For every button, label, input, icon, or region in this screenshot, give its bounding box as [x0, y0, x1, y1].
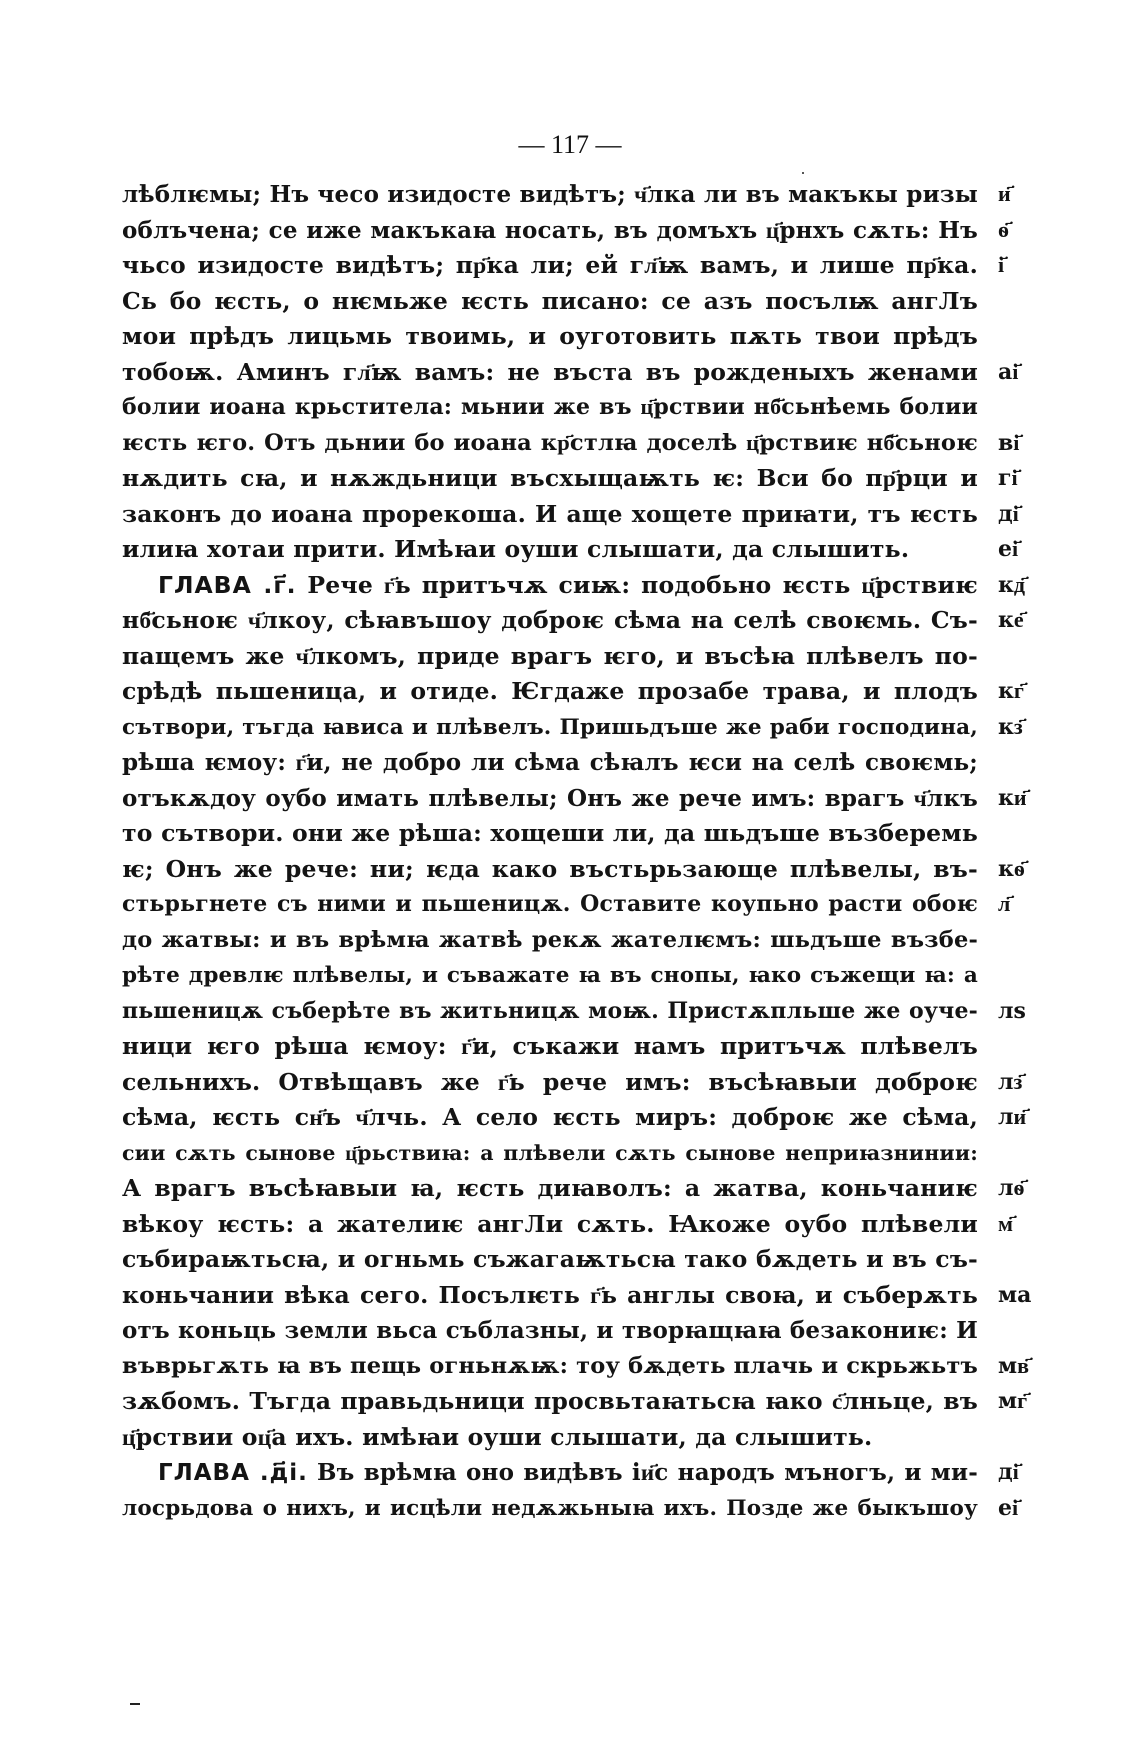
verse-number: кг҃: [998, 678, 1024, 704]
text-line: нб҃сьноѥ ч҃лкоу, сѣꙗвъшоу доброѥ сѣма на селѣ своѥмь. Съ-: [122, 606, 978, 634]
text-line: сии сѫть сынове ц҃рьствиꙗ: а плѣвели сѫть сынове неприꙗзнинии:: [122, 1140, 978, 1165]
text-line: рѣша ѥмоу: г҃и, не добро ли сѣма сѣꙗлъ ѥси на селѣ своѥмь;: [122, 749, 978, 776]
verse-number: [998, 958, 1058, 994]
text-line: пьшеницѫ съберѣте въ житьницѫ моѭ. Пристѫпльше же оуче-: [122, 997, 978, 1024]
verse-number: [998, 1242, 1058, 1278]
text-line: законъ до иоана прорекоша. И аще хощете приꙗти, тъ ѥсть: [122, 499, 978, 528]
verse-number: гі҃: [998, 465, 1018, 491]
verse-number: л҃: [998, 891, 1011, 917]
verse-number: мг҃: [998, 1388, 1028, 1414]
verse-number: ді҃: [998, 1459, 1019, 1485]
text-line: коньчании вѣка сего. Посълѥть г҃ь англы своꙗ, и съберѫть: [122, 1280, 978, 1309]
verse-number: и҃: [998, 181, 1011, 207]
verse-number: еі҃: [998, 536, 1019, 562]
text-line: чьсо изидосте видѣтъ; пр҃ка ли; ей гл҃ѭ вамъ, и лише пр҃ка.: [122, 251, 978, 279]
text-line: ѥсть ѥго. Отъ дьнии бо иоана кр҃стлꙗ доселѣ ц҃рствиѥ нб҃сьноѥ: [122, 429, 978, 456]
text-line: рѣте древлѥ плѣвелы, и съважате ꙗ въ снопы, ꙗко съжещи ꙗ: а: [122, 963, 978, 988]
text-line: отъкѫдоу оубо имать плѣвелы; Онъ же рече имъ: врагъ ч҃лкъ: [122, 784, 978, 812]
verse-number: [998, 1313, 1058, 1349]
verse-number: [998, 319, 1058, 355]
text-line: ѥ; Онъ же рече: ни; ѥда како въстьрьзающе плѣвелы, въ-: [122, 854, 978, 883]
text-line: болии иоана крьститела: мьнии же въ ц҃рствии нб҃сьнѣемь болии: [122, 394, 978, 420]
text-line: илиꙗ хотаи прити. Имѣꙗи оуши слышати, да слышить.: [122, 535, 910, 563]
verse-number: ѳ҃: [998, 216, 1009, 243]
verse-number: ді҃: [998, 500, 1019, 527]
text-line: лосрьдова о нихъ, и исцѣли недѫжьныꙗ ихъ. Позде же быкъшоу: [122, 1495, 978, 1521]
text-line: отъ коньць земли вьса съблазны, и творꙗщꙗꙗ безакониѥ: И: [122, 1317, 978, 1344]
verse-number: м҃: [998, 1210, 1013, 1237]
verse-number-column: [998, 177, 1058, 1526]
verse-number: мв҃: [998, 1352, 1029, 1379]
verse-number: лз҃: [998, 1068, 1023, 1095]
text-line: вѣкоу ѥсть: а жателиѥ ангЛи сѫть. Ꙗкоже оубо плѣвели: [122, 1209, 978, 1238]
text-line: сельнихъ. Отвѣщавъ же г҃ь рече имъ: въсѣꙗвыи доброѥ: [122, 1067, 978, 1096]
verse-number: [998, 816, 1058, 852]
verse-number: [998, 1029, 1058, 1065]
text-line: нѫдить сꙗ, и нѫждьници въсхыщаѭть ѥ: Вси бо пр҃рци и: [122, 464, 978, 492]
text-line: А врагъ въсѣꙗвыи ꙗ, ѥсть диꙗволъ: а жатва, коньчаниѥ: [122, 1174, 978, 1202]
verse-number: ки҃: [998, 784, 1027, 811]
verse-number: аі҃: [998, 358, 1019, 385]
text-line: тобоѭ. Аминъ гл҃ѭ вамъ: не въста въ рожденыхъ женами: [122, 357, 978, 386]
verse-number: кз҃: [998, 713, 1023, 740]
chapter-heading: ГЛАВА .г҃.: [158, 570, 297, 599]
verse-number: еі҃: [998, 1494, 1019, 1521]
verse-number: ма: [998, 1281, 1032, 1308]
verse-number: ке҃: [998, 607, 1024, 633]
text-line: то сътвори. они же рѣша: хощеши ли, да шьдъше възберемь: [122, 819, 978, 847]
verse-number: [998, 639, 1058, 675]
text-line: ГЛАВА .д҃і. Въ врѣмꙗ оно видѣвъ іи҃с народъ мъногъ, и ми-: [158, 1459, 978, 1486]
text-line: зѫбомъ. Тъгда правьдьници просвьтаꙗтьсꙗ ꙗко с҃лньце, въ: [122, 1387, 978, 1415]
verse-number: [998, 284, 1058, 320]
text-line: въврьгѫть ꙗ въ пещь огньнѫѭ: тоу бѫдеть плачь и скрьжьтъ: [122, 1352, 978, 1379]
verse-number: і҃: [998, 252, 1005, 278]
verse-number: [998, 1420, 1058, 1456]
print-mark: [130, 1703, 140, 1705]
text-line: облъчена; се иже макъкаꙗ носать, въ домъхъ ц҃рнхъ сѫть: Нъ: [122, 216, 978, 244]
chapter-heading: ГЛАВА .д҃і.: [158, 1460, 308, 1486]
text-line: Сь бо ѥсть, о нѥмьже ѥсть писано: се азъ посълѭ ангЛъ: [122, 286, 978, 315]
verse-number: лѕ: [998, 997, 1026, 1024]
text-line: мои прѣдъ лицьмь твоимь, и оуготовить пѫть твои прѣдъ: [122, 322, 978, 350]
verse-number: [998, 923, 1058, 959]
verse-number: [998, 390, 1058, 426]
text-line: ц҃рствии оц҃а ихъ. имѣꙗи оуши слышати, да слышить.: [122, 1422, 873, 1451]
verse-number: кѳ҃: [998, 855, 1025, 882]
text-line: ГЛАВА .г҃. Рече г҃ь притъчѫ сиѭ: подобьно ѥсть ц҃рствиѥ: [158, 570, 978, 599]
text-line: срѣдѣ пьшеница, и отиде. Ѥгдаже прозабе трава, и плодъ: [122, 677, 978, 705]
text-line: стьрьгнете съ ними и пьшеницѫ. Оставите коупьно расти обоѥ: [122, 891, 978, 917]
text-line: лѣблѥмы; Нъ чесо изидосте видѣтъ; ч҃лка ли въ макъкы ризы: [122, 181, 978, 208]
verse-number: ві҃: [998, 429, 1020, 456]
verse-number: [998, 745, 1058, 781]
verse-number: кд҃: [998, 571, 1026, 598]
text-line: сѣма, ѥсть сн҃ъ ч҃лчь. А село ѥсть миръ: доброѥ же сѣма,: [122, 1103, 978, 1131]
text-line: пащемъ же ч҃лкомъ, приде врагъ ѥго, и въсѣꙗ плѣвелъ по-: [122, 641, 978, 670]
body-text: [122, 177, 978, 1526]
verse-number: [998, 1136, 1058, 1172]
text-line: до жатвы: и въ врѣмꙗ жатвѣ рекѫ жателѥмъ: шьдъше възбе-: [122, 926, 978, 953]
verse-number: ли҃: [998, 1104, 1027, 1130]
page-number: — 117 —: [518, 130, 622, 159]
text-line: сътвори, тъгда ꙗвиса и плѣвелъ. Пришьдъше же раби господина,: [122, 714, 978, 740]
verse-number: лѳ҃: [998, 1175, 1025, 1201]
text-line: ници ѥго рѣша ѥмоу: г҃и, съкажи намъ притъчѫ плѣвелъ: [122, 1032, 978, 1060]
print-speck: [802, 172, 804, 174]
text-line: събираѭтьсꙗ, и огньмь съжагаѭтьсꙗ тако бѫдеть и въ съ-: [122, 1245, 978, 1273]
